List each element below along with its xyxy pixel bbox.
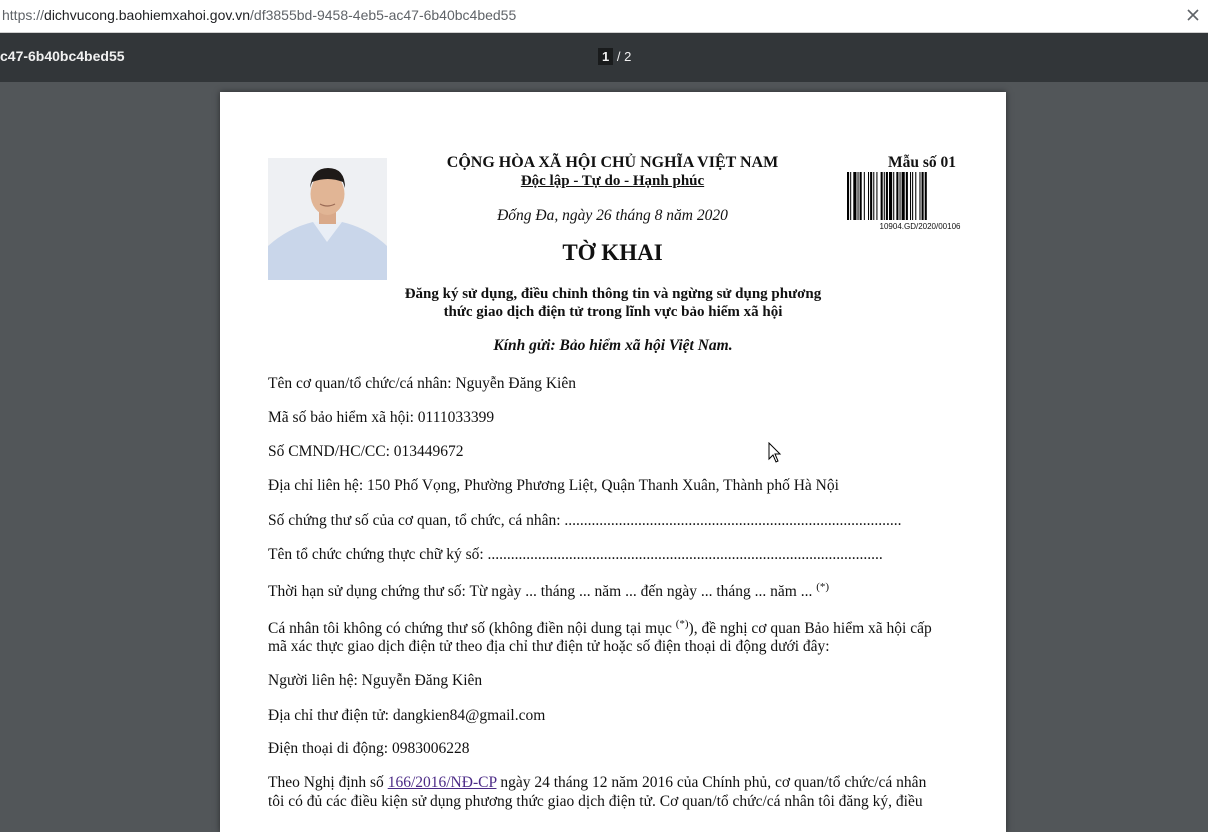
no-cert-text-a: Cá nhân tôi không có chứng thư số (không điền nội dung tại mục	[268, 620, 676, 638]
current-page-input[interactable]: 1	[598, 48, 613, 65]
page-indicator	[598, 48, 631, 65]
page-separator: /	[613, 49, 625, 64]
org-name-line: Tên cơ quan/tổ chức/cá nhân: Nguyễn Đăng Kiên	[268, 375, 576, 392]
republic-heading: CỘNG HÒA XÃ HỘI CHỦ NGHĨA VIỆT NAM	[446, 154, 779, 171]
cert-org-line: Tên tổ chức chứng thực chữ ký số: ......................................................................................................	[268, 546, 883, 563]
no-cert-text-b: ), đề nghị cơ quan Bảo hiểm xã hội cấp	[688, 620, 932, 638]
total-pages: 2	[624, 49, 632, 64]
recipient: Kính gửi: Bảo hiểm xã hội Việt Nam.	[493, 337, 733, 354]
id-number-line: Số CMND/HC/CC: 013449672	[268, 443, 464, 460]
phone-line: Điện thoại di động: 0983006228	[268, 740, 470, 757]
decree-line2: tôi có đủ các điều kiện sử dụng phương thức giao dịch điện tử. Cơ quan/tổ chức/cá nhân tôi đăng ký, điều	[268, 793, 923, 810]
url-host: dichvucong.baohiemxahoi.gov.vn	[44, 7, 251, 23]
document-title: c47-6b40bc4bed55	[0, 48, 125, 64]
no-cert-line2: mã xác thực giao dịch điện tử theo địa chỉ thư điện tử hoặc số điện thoại di động dưới đây:	[268, 638, 830, 655]
url-path: /df3855bd-9458-4eb5-ac47-6b40bc4bed55	[250, 7, 517, 23]
portrait-photo	[268, 158, 387, 280]
form-number: Mẫu số 01	[888, 154, 957, 171]
email-line: Địa chỉ thư điện tử: dangkien84@gmail.com	[268, 707, 546, 724]
cert-period-text: Thời hạn sử dụng chứng thư số: Từ ngày ... tháng ... năm ... đến ngày ... tháng ... năm ...	[268, 583, 817, 601]
no-cert-line1	[268, 618, 932, 638]
motto-text: Độc lập - Tự do - Hạnh phúc	[520, 173, 705, 189]
decree-line1	[268, 774, 926, 792]
form-subtitle-line2: thức giao dịch điện tử trong lĩnh vực bảo hiểm xã hội	[443, 304, 783, 320]
cert-number-line: Số chứng thư số của cơ quan, tổ chức, cá nhân: .......................................................................................	[268, 512, 902, 529]
address-bar[interactable]	[0, 0, 1208, 33]
mouse-cursor-icon	[768, 442, 782, 464]
cert-period-line	[268, 581, 829, 601]
decree-pre: Theo Nghị định số	[268, 774, 388, 791]
no-cert-mark: (*)	[675, 618, 689, 630]
barcode	[845, 172, 995, 222]
decree-post: ngày 24 tháng 12 năm 2016 của Chính phủ, cơ quan/tổ chức/cá nhân	[496, 774, 927, 791]
place-date: Đống Đa, ngày 26 tháng 8 năm 2020	[497, 207, 728, 224]
url-text[interactable]	[2, 7, 516, 23]
motto	[410, 173, 815, 190]
form-title: TỜ KHAI	[562, 240, 663, 265]
barcode-number: 10904.GD/2020/00106	[879, 222, 961, 231]
url-scheme: https://	[2, 7, 45, 23]
pdf-page	[220, 92, 1006, 832]
form-subtitle-line1: Đăng ký sử dụng, điều chỉnh thông tin và ngừng sử dụng phương	[404, 286, 822, 302]
cert-period-mark: (*)	[816, 581, 830, 593]
insurance-code-line: Mã số bảo hiểm xã hội: 0111033399	[268, 409, 495, 426]
pdf-toolbar	[0, 33, 1208, 82]
decree-link[interactable]: 166/2016/NĐ-CP	[387, 774, 497, 791]
contact-person-line: Người liên hệ: Nguyễn Đăng Kiên	[268, 672, 483, 689]
address-line: Địa chỉ liên hệ: 150 Phố Vọng, Phường Phương Liệt, Quận Thanh Xuân, Thành phố Hà Nội	[268, 477, 839, 494]
close-icon[interactable]	[1186, 4, 1200, 26]
